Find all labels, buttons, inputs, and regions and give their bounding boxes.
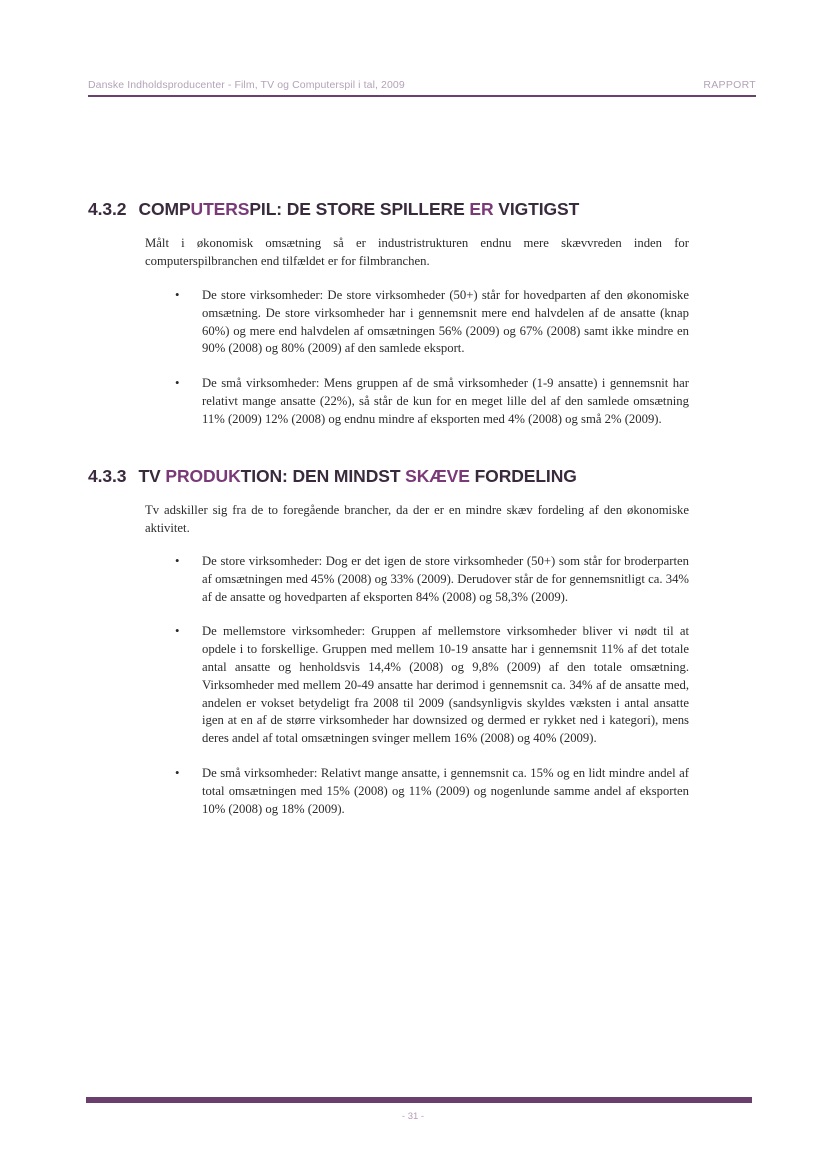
header-publication-title: Danske Indholdsproducenter - Film, TV og Computerspil i tal, 2009 bbox=[88, 79, 405, 91]
section-intro-paragraph: Tv adskiller sig fra de to foregående brancher, da der er en mindre skæv fordeling af den økonomiske aktivitet. bbox=[145, 503, 689, 535]
section-title-part: TION: DEN MINDST bbox=[240, 466, 406, 486]
list-item-text: De mellemstore virksomheder: Gruppen af mellemstore virksomheder bliver vi nødt til at opdele i to forskellige. Gruppen med mellem 10-19 ansatte har i gennemsnit 11% af det totale antal ansatte og henholdsvis 14,4% (2008) og 9,8% (2009) af den totale omsætning. Virksomheder med mellem 20-49 ansatte har derimod i gennemsnit ca. 34% af de ansatte med, andelen er vokset betydeligt fra 2008 til 2009 (sandsynligvis skyldes væksten i antal ansatte igen at en af de større virksomheder har downsized og dermed er rykket ned i kategori), mens deres andel af total omsætningen svinger mellem 16% (2008) og 40% (2009). bbox=[202, 624, 689, 746]
list-item-text: De store virksomheder: Dog er det igen de store virksomheder (50+) som står for broderparten af omsætningen med 45% (2008) og 33% (2009). Derudover står de for gennemsnitligt ca. 34% af de ansatte og hovedparten af eksporten 84% (2008) og 58,3% (2009). bbox=[202, 554, 689, 604]
header-divider bbox=[88, 95, 756, 97]
section-title-part: VIGTIGST bbox=[493, 199, 580, 219]
section-number: 4.3.2 bbox=[88, 199, 127, 219]
list-item bbox=[175, 287, 689, 358]
bullet-list bbox=[175, 553, 689, 818]
list-item-text: De store virksomheder: De store virksomheder (50+) står for hovedparten af den økonomiske omsætning. De store virksomheder har i gennemsnit mere end halvdelen af de ansatte (knap 60%) og mere end halvdelen af omsætningen 56% (2009) og 67% (2008) samt ikke mindre en 90% (2008) og 80% (2009) af den samlede eksport. bbox=[202, 288, 689, 356]
list-item bbox=[175, 375, 689, 428]
section-title-highlight: UTERS bbox=[190, 199, 250, 219]
section-heading-4-3-3 bbox=[88, 466, 577, 487]
section-title-highlight: PRODUK bbox=[165, 466, 241, 486]
section-number: 4.3.3 bbox=[88, 466, 127, 486]
section-intro-paragraph: Målt i økonomisk omsætning så er industristrukturen endnu mere skævvreden inden for computerspilbranchen end tilfældet er for filmbranchen. bbox=[145, 236, 689, 268]
bullet-icon: • bbox=[175, 624, 180, 639]
bullet-icon: • bbox=[175, 765, 180, 780]
header-report-label: RAPPORT bbox=[703, 79, 756, 91]
bullet-list bbox=[175, 287, 689, 429]
section-heading-4-3-2 bbox=[88, 199, 579, 220]
list-item bbox=[175, 623, 689, 748]
list-item-text: De små virksomheder: Mens gruppen af de små virksomheder (1-9 ansatte) i gennemsnit har relativt mange ansatte (22%), så står de kun for en meget lille del af den samlede omsætning 11% (2009) 12% (2008) og endnu mindre af eksporten med 4% (2008) og små 2% (2009). bbox=[202, 376, 689, 426]
section-title-part: FORDELING bbox=[469, 466, 577, 486]
section-title-part: PIL: DE STORE SPILLERE bbox=[249, 199, 470, 219]
list-item-text: De små virksomheder: Relativt mange ansatte, i gennemsnit ca. 15% og en lidt mindre andel af total omsætningen med 15% (2008) og 11% (2009) og nogenlunde samme andel af eksporten 10% (2008) og 18% (2009). bbox=[202, 765, 689, 816]
bullet-icon: • bbox=[175, 554, 180, 568]
section-title-part: TV bbox=[138, 466, 166, 486]
section-title-highlight: SKÆVE bbox=[405, 466, 470, 486]
bullet-icon: • bbox=[175, 376, 180, 391]
section-title-part: COMP bbox=[138, 199, 191, 219]
list-item bbox=[175, 553, 689, 606]
bullet-icon: • bbox=[175, 288, 180, 302]
list-item bbox=[175, 765, 689, 818]
footer-bar bbox=[86, 1097, 752, 1103]
page-number: - 31 - bbox=[401, 1111, 425, 1122]
section-title-highlight: ER bbox=[469, 199, 494, 219]
